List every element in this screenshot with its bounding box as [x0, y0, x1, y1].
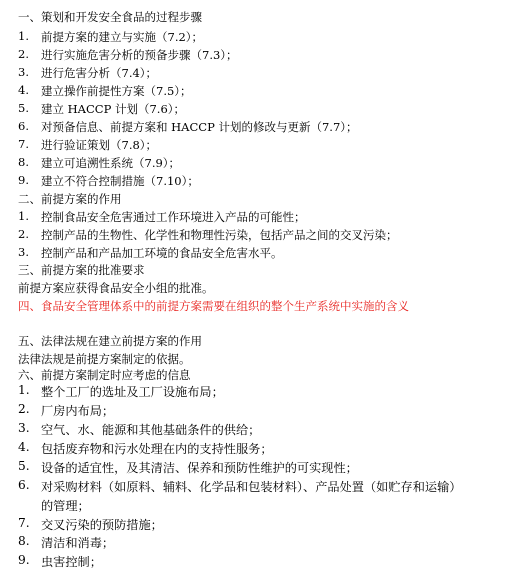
section-5-text: 法律法规是前提方案制定的依据。	[18, 352, 191, 366]
section-2-heading: 二、前提方案的作用	[18, 192, 122, 206]
section-3-heading: 三、前提方案的批准要求	[18, 263, 145, 277]
list-item-text: 前提方案的建立与实施（7.2）；	[41, 30, 204, 44]
list-item-text: 进行验证策划（7.8）；	[41, 138, 158, 152]
list-item-number: 9.	[18, 173, 29, 187]
list-item-number: 7.	[18, 516, 30, 530]
list-item-text: 空气、水、能源和其他基础条件的供给；	[41, 423, 261, 437]
list-item-number: 2.	[18, 47, 29, 61]
list-item-text: 虫害控制；	[41, 555, 102, 569]
list-item-text: 包括废弃物和污水处理在内的支持性服务；	[41, 442, 273, 456]
list-item-number: 8.	[18, 155, 29, 169]
list-item-number: 1.	[18, 383, 30, 397]
list-item-text: 建立 HACCP 计划（7.6）；	[41, 102, 186, 116]
list-item-text: 建立可追溯性系统（7.9）；	[41, 156, 181, 170]
list-item-number: 7.	[18, 137, 29, 151]
list-item-number: 5.	[18, 459, 30, 473]
list-item-text: 厂房内布局；	[41, 404, 115, 418]
list-item-number: 3.	[18, 245, 29, 259]
list-item-number: 6.	[18, 119, 29, 133]
list-item-text: 清洁和消毒；	[41, 536, 115, 550]
list-item-number: 5.	[18, 101, 29, 115]
list-item-number: 6.	[18, 478, 30, 492]
list-item-text: 整个工厂的选址及工厂设施布局；	[41, 385, 224, 399]
list-item-text: 对采购材料（如原料、辅料、化学品和包装材料）、产品处置（如贮存和运输）	[41, 480, 462, 494]
list-item-number: 1.	[18, 29, 29, 43]
list-item-text: 控制产品和产品加工环境的食品安全危害水平。	[41, 246, 283, 260]
list-item-number: 4.	[18, 440, 30, 454]
section-3-text: 前提方案应获得食品安全小组的批准。	[18, 281, 214, 295]
list-item-number: 2.	[18, 402, 30, 416]
list-item-text: 的管理；	[41, 499, 90, 513]
list-item-text: 控制产品的生物性、化学性和物理性污染，包括产品之间的交叉污染；	[41, 228, 398, 242]
section-6-heading: 六、前提方案制定时应考虑的信息	[18, 368, 191, 382]
list-item-text: 进行实施危害分析的预备步骤（7.3）；	[41, 48, 238, 62]
list-item-text: 进行危害分析（7.4）；	[41, 66, 158, 80]
list-item-text: 对预备信息、前提方案和 HACCP 计划的修改与更新（7.7）；	[41, 120, 358, 134]
list-item-text: 建立不符合控制措施（7.10）；	[41, 174, 199, 188]
list-item-text: 建立操作前提性方案（7.5）；	[41, 84, 192, 98]
section-1-heading: 一、策划和开发安全食品的过程步骤	[18, 10, 202, 24]
list-item-number: 9.	[18, 553, 30, 567]
list-item-number: 4.	[18, 83, 29, 97]
list-item-number: 3.	[18, 65, 29, 79]
list-item-number: 8.	[18, 534, 30, 548]
list-item-text: 设备的适宜性，及其清洁、保养和预防性维护的可实现性；	[41, 461, 358, 475]
list-item-number: 1.	[18, 209, 29, 223]
list-item-text: 控制食品安全危害通过工作环境进入产品的可能性；	[41, 210, 306, 224]
section-4-heading: 四、食品安全管理体系中的前提方案需要在组织的整个生产系统中实施的含义	[18, 299, 409, 313]
list-item-number: 2.	[18, 227, 29, 241]
list-item-number: 3.	[18, 421, 30, 435]
list-item-text: 交叉污染的预防措施；	[41, 518, 163, 532]
section-5-heading: 五、法律法规在建立前提方案的作用	[18, 334, 202, 348]
